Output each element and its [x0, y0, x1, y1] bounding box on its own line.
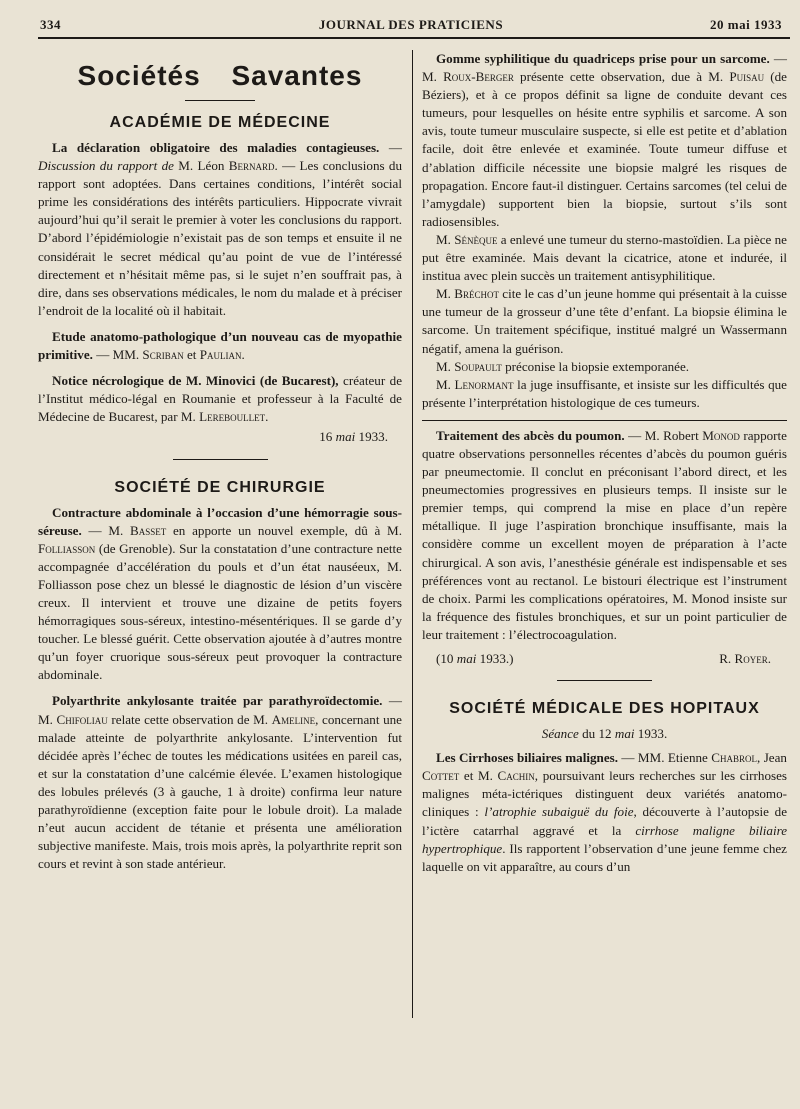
- article-cirrhoses: Les Cirrhoses biliaires malignes. — MM. Etienne Chabrol, Jean Cottet et M. Cachin, poursuivant leurs recherches sur les cirrhoses malignes méta-ictériques distinguent deux variétés anatomo-cliniques : l’atrophie subaiguë du foie, découverte à l’autopsie de l’ictère catarrhal aggravé et la cirrhose maligne biliaire hypertrophique. Ils rapportent l’observation d’une jeune femme chez laquelle on vit apparaître, au cours d’un: [422, 750, 788, 874]
- paragraph-soupault: M. Soupault préconise la biopsie extemporanée.: [436, 358, 690, 374]
- author-name: Scriban: [142, 347, 184, 363]
- author-name: Cottet: [422, 768, 460, 784]
- article-title: Notice nécrologique de M. Minovici (de Bucarest),: [52, 373, 339, 389]
- author-name: Roux-Berger: [443, 69, 514, 85]
- article-gomme-syphilitique: Gomme syphilitique du quadriceps prise pour un sarcome. — M. Roux-Berger présente cette observation, due à M. Puisau (de Béziers), et à ce propos définit sa ligne de conduite devant ces tumeurs, pour lesquelles on hésite entre syphilis et sarcome. A son avis, toute tumeur musculaire suspecte, si elle est petite et d’ablation facile, doit être enlevée et examinée. Toute tumeur diffuse et d’ablation difficile nécessite une biopsie malgré les risques de propagation. Encore faut-il distinguer. Certains sarcomes (tel celui de l’amygdale) supportent bien la biopsie, surtout s’ils sont radiosensibles.: [422, 51, 787, 229]
- journal-title: JOURNAL DES PRATICIENS: [318, 17, 504, 32]
- section-title-hopitaux: SOCIÉTÉ MÉDICALE DES HOPITAUX: [449, 700, 760, 718]
- signature-author: R. Royer.: [719, 651, 771, 666]
- section-title-chirurgie: SOCIÉTÉ DE CHIRURGIE: [114, 478, 326, 496]
- article-title: Polyarthrite ankylosante traitée par parathyroïdectomie.: [52, 693, 383, 709]
- author-name: Soupault: [454, 358, 502, 374]
- article-polyarthrite: Polyarthrite ankylosante traitée par parathyroïdectomie. — M. Chifoliau relate cette observation de M. Ameline, concernant une malade atteinte de polyarthrite ankylosante. L’intervention fut décidée après l’échec de toutes les médications usitées en pareil cas, et sur la constatation d’une calcémie élevée. L’examen histologique des lobules prélevés (3 à gauche, 1 à droite) confirma leur nature parathyroïdienne (exception faite pour le lobule droit). La malade n’eut aucun accident de tétanie et présenta une amélioration subjective manifeste. Mais, trois mois après, la polyarthrite reprit son cours et revint à son stade antérieur.: [38, 693, 402, 872]
- article-contracture: Contracture abdominale à l’occasion d’une hémorragie sous-séreuse. — M. Basset en apporte un nouvel exemple, dû à M. Folliasson (de Grenoble). Sur la constatation d’une contracture nette accompagnée d’accélération du pouls et d’un état nauséeux, M. Folliasson pose chez un blessé le diagnostic de lésion d’un viscère creux. Il intervient et trouve une dizaine de petits foyers hémorragiques sous-séreux, intestino-mésentériques. Il se garde d’y toucher. Le blessé guérit. Cette observation ajoutée à d’autres montre qu’un foyer cruorique sous-séreux peut provoquer la contracture abdominale.: [38, 504, 402, 683]
- column-divider: [412, 50, 413, 1018]
- article-separator: [422, 420, 787, 421]
- article-abces-poumon: Traitement des abcès du poumon. — M. Robert Monod rapporte quatre observations personnelles récentes d’abcès du poumon guéris par pneumectomie. Il conclut en préconisant l’abord direct, et les pneumectomies progressives en plusieurs temps. Il insiste sur le premier temps, qui comprend la mise en place d’un repère métallique. Il juge l’aspiration bronchique insuffisante, mais la considère comme un excellent moyen de préparation à l’acte chirurgical. A son avis, l’anesthésie générale est indispensable et ses préférences vont au rectanol. Le bistouri électrique est l’instrument de choix. Parmi les complications opératoires, M. Monod insiste sur la fréquence des fistules bronchiques, et sur un point particulier de leur traitement : l’électrocoagulation.: [422, 427, 787, 642]
- article-title: Les Cirrhoses biliaires malignes.: [436, 750, 619, 766]
- author-name: Chifoliau: [56, 711, 108, 727]
- page-header: [40, 14, 782, 36]
- section-title-academie: ACADÉMIE DE MÉDECINE: [109, 114, 331, 131]
- article-title: Etude anatomo-pathologique d’un nouveau cas de myopathie primitive.: [38, 328, 402, 363]
- author-name: Bernard: [228, 158, 275, 174]
- author-name: Lenormant: [454, 376, 514, 392]
- paragraph-lenormant: M. Lenormant la juge insuffisante, et insiste sur les difficultés que présente l’interprétation histologique de ces tumeurs.: [422, 376, 787, 410]
- author-name: Monod: [702, 427, 740, 443]
- section-rule: [557, 680, 652, 681]
- author-name: Cachin: [497, 768, 535, 784]
- author-name: Bréchot: [454, 286, 499, 302]
- page-number: 334: [40, 17, 61, 32]
- right-column: [422, 50, 787, 876]
- article-title: Contracture abdominale à l’occasion d’une hémorragie sous-séreuse.: [38, 504, 402, 538]
- author-name: Sénèque: [454, 231, 498, 247]
- author-name: Lereboullet: [199, 409, 266, 425]
- author-name: Basset: [130, 522, 167, 538]
- seance-date: Séance du 12 mai 1933.: [541, 726, 668, 742]
- signature-line: [422, 650, 787, 668]
- author-name: Puisau: [729, 69, 765, 85]
- article-myopathie: Etude anatomo-pathologique d’un nouveau cas de myopathie primitive. — MM. Scriban et Paulian.: [38, 328, 402, 363]
- section-rule: [173, 459, 268, 460]
- title-rule: [185, 100, 255, 101]
- issue-date: 20 mai 1933: [710, 17, 782, 32]
- session-date: 16 mai 1933.: [319, 429, 388, 445]
- author-name: Ameline: [271, 711, 316, 727]
- paragraph-brechot: M. Bréchot cite le cas d’un jeune homme qui présentait à la cuisse une tumeur de la grosseur d’une tête d’enfant. La biopsie élimina le sarcome. Un traitement spécifique, institué malgré un Wassermann négatif, amena la guérison.: [422, 286, 787, 356]
- page-title: Sociétés Savantes: [77, 60, 363, 91]
- author-name: Chabrol: [711, 750, 758, 766]
- author-name: Paulian: [199, 347, 242, 363]
- header-rule: [38, 37, 790, 39]
- left-column: [38, 50, 402, 873]
- article-title: Gomme syphilitique du quadriceps prise pour un sarcome.: [436, 51, 770, 66]
- article-title: La déclaration obligatoire des maladies contagieuses.: [52, 140, 380, 155]
- paragraph-seneque: M. Sénèque a enlevé une tumeur du sterno-mastoïdien. La pièce ne put être examinée. Mais devant la cicatrice, atone et indurée, il institua avec plein succès un traitement antisyphilitique.: [422, 231, 787, 284]
- signature-date: (10 mai 1933.): [436, 651, 514, 666]
- article-notice-minovici: Notice nécrologique de M. Minovici (de Bucarest), créateur de l’Institut médico-légal en Roumanie et professeur à la Faculté de Médecine de Bucarest, par M. Lereboullet.: [38, 373, 403, 425]
- author-name: Folliasson: [38, 540, 96, 556]
- article-title: Traitement des abcès du poumon.: [436, 427, 625, 443]
- article-declaration: La déclaration obligatoire des maladies contagieuses. — Discussion du rapport de M. Léon Bernard. — Les conclusions du rapport sont adoptées. Dans certaines conditions, l’intérêt social prime les considérations des intérêts particuliers. Hippocrate vivrait aujourd’hui qu’il serait le premier à voter les conclusions du rapport. D’abord l’épidémiologie n’existait pas de son temps et ensuite il ne considérait le secret médical qu’au point de vue de l’intéressé directement et n’hésitait même pas, si le sujet n’en souffrait pas, à dire, dans ses observations médicales, le nom du malade et à préciser l’endroit de la localité où il habitait.: [38, 140, 403, 318]
